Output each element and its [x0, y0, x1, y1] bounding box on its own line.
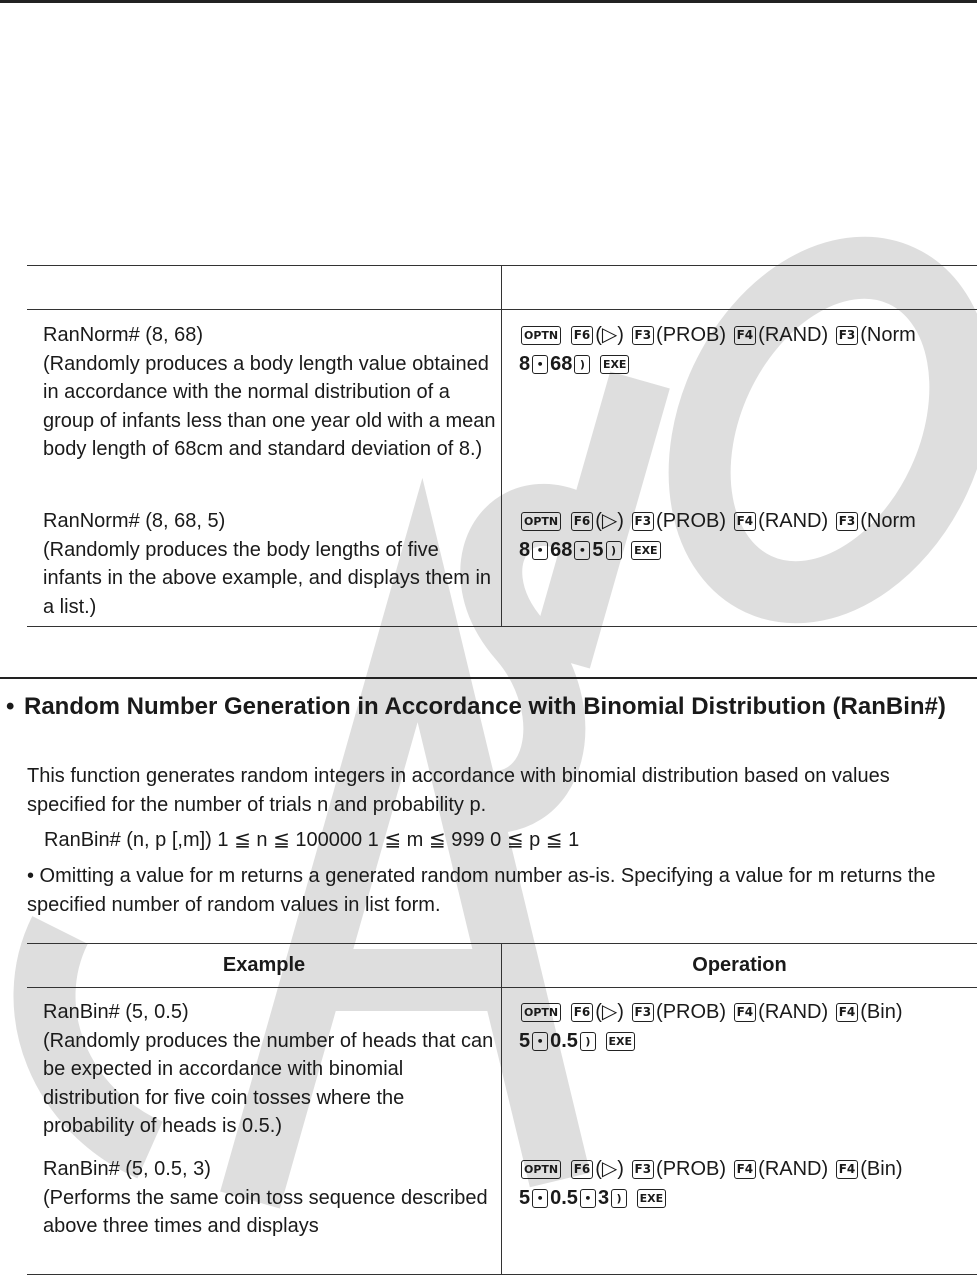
operation-line — [519, 1184, 977, 1213]
comma-key: • — [532, 355, 548, 374]
example-desc: (Performs the same coin toss sequence described above three times and displays — [43, 1186, 488, 1237]
op-label: (PROB) — [656, 1158, 727, 1180]
example-title: RanBin# (5, 0.5, 3) — [43, 1158, 211, 1180]
f4-key: F4 — [734, 1160, 757, 1179]
comma-key: • — [580, 1189, 596, 1208]
exe-key: EXE — [637, 1189, 667, 1208]
operation-line — [519, 507, 977, 536]
f6-key: F6 — [571, 326, 594, 345]
op-label: (▷) — [595, 510, 624, 532]
op-label: (RAND) — [758, 510, 829, 532]
table-header — [27, 944, 977, 988]
op-value: 3 — [597, 1186, 610, 1209]
close-paren-key: ) — [611, 1189, 627, 1208]
comma-key: • — [574, 541, 590, 560]
operation-cell — [519, 321, 977, 378]
top-rule — [0, 0, 977, 3]
operation-cell — [519, 507, 977, 564]
operation-line — [519, 998, 977, 1027]
op-value: 8 — [519, 538, 531, 561]
comma-key: • — [532, 541, 548, 560]
op-label: (RAND) — [758, 324, 829, 346]
optn-key: OPTN — [521, 326, 561, 345]
exe-key: EXE — [631, 541, 661, 560]
example-cell — [43, 1155, 498, 1241]
example-desc: (Randomly produces the body lengths of five infants in the above example, and displays them in a list.) — [43, 538, 492, 618]
intro-paragraph: This function generates random integers in accordance with binomial distribution based on values specified for the number of trials n and probability p. — [27, 765, 890, 816]
op-label: (Norm — [860, 324, 916, 346]
example-title: RanBin# (5, 0.5) — [43, 1001, 189, 1023]
exe-key: EXE — [600, 355, 630, 374]
bullet-icon: • — [6, 693, 15, 720]
comma-key: • — [532, 1189, 548, 1208]
op-value: 5 — [519, 1186, 531, 1209]
op-label: (Bin) — [860, 1001, 903, 1023]
f4-key: F4 — [734, 326, 757, 345]
f6-key: F6 — [571, 1160, 594, 1179]
exe-key: EXE — [606, 1032, 636, 1051]
op-label: (▷) — [595, 324, 624, 346]
example-desc: (Randomly produces the number of heads that can be expected in accordance with binomial distribution for five coin tosses where the probability of heads is 0.5.) — [43, 1029, 494, 1137]
op-label: (RAND) — [758, 1001, 829, 1023]
op-value: 68 — [550, 538, 573, 561]
operation-line — [519, 321, 977, 350]
example-cell — [43, 998, 498, 1141]
table-ranBin — [27, 943, 977, 1275]
op-label: (Norm — [860, 510, 916, 532]
example-cell — [43, 507, 498, 621]
op-label: (PROB) — [656, 324, 727, 346]
op-label: (PROB) — [656, 1001, 727, 1023]
f3-key: F3 — [836, 326, 859, 345]
section-title: Random Number Generation in Accordance with Binomial Distribution (RanBin#) — [24, 693, 946, 720]
op-value: 8 — [519, 352, 531, 375]
op-value: 5 — [592, 538, 604, 561]
f4-key: F4 — [734, 512, 757, 531]
f3-key: F3 — [632, 1003, 655, 1022]
column-divider — [501, 944, 502, 1274]
f6-key: F6 — [571, 512, 594, 531]
header-operation: Operation — [692, 954, 787, 976]
op-value: 5 — [519, 1029, 531, 1052]
table-header — [27, 266, 977, 310]
f4-key: F4 — [734, 1003, 757, 1022]
close-paren-key: ) — [574, 355, 590, 374]
header-example: Example — [222, 954, 306, 976]
operation-line — [519, 1155, 977, 1184]
operation-line — [519, 536, 977, 565]
operation-cell — [519, 998, 977, 1055]
f4-key: F4 — [836, 1003, 859, 1022]
close-paren-key: ) — [580, 1032, 596, 1051]
optn-key: OPTN — [521, 1160, 561, 1179]
operation-cell — [519, 1155, 977, 1212]
close-paren-key: ) — [606, 541, 622, 560]
op-label: (▷) — [595, 1158, 624, 1180]
op-value: 0.5 — [550, 1186, 578, 1209]
optn-key: OPTN — [521, 1003, 561, 1022]
example-cell — [43, 321, 498, 464]
op-label: (▷) — [595, 1001, 624, 1023]
f3-key: F3 — [632, 326, 655, 345]
op-label: (PROB) — [656, 510, 727, 532]
example-desc: (Randomly produces a body length value obtained in accordance with the normal distribution of a group of infants less than one year old with a mean body length of 68cm and standard deviation of 8.) — [43, 352, 496, 460]
table-ranNorm — [27, 265, 977, 627]
op-label: (RAND) — [758, 1158, 829, 1180]
op-value: 68 — [550, 352, 573, 375]
example-title: RanNorm# (8, 68) — [43, 324, 204, 346]
section-rule — [0, 677, 977, 679]
optn-key: OPTN — [521, 512, 561, 531]
op-value: 0.5 — [550, 1029, 578, 1052]
op-label: (Bin) — [860, 1158, 903, 1180]
syntax-line: RanBin# (n, p [,m]) 1 ≦ n ≦ 100000 1 ≦ m ≦ 999 0 ≦ p ≦ 1 — [44, 829, 580, 851]
note-paragraph: • Omitting a value for m returns a generated random number as-is. Specifying a value for m returns the specified number of random values in list form. — [27, 865, 936, 916]
column-divider — [501, 266, 502, 626]
operation-line — [519, 1027, 977, 1056]
f4-key: F4 — [836, 1160, 859, 1179]
example-title: RanNorm# (8, 68, 5) — [43, 510, 226, 532]
comma-key: • — [532, 1032, 548, 1051]
f3-key: F3 — [632, 512, 655, 531]
f3-key: F3 — [836, 512, 859, 531]
f3-key: F3 — [632, 1160, 655, 1179]
operation-line — [519, 350, 977, 379]
f6-key: F6 — [571, 1003, 594, 1022]
